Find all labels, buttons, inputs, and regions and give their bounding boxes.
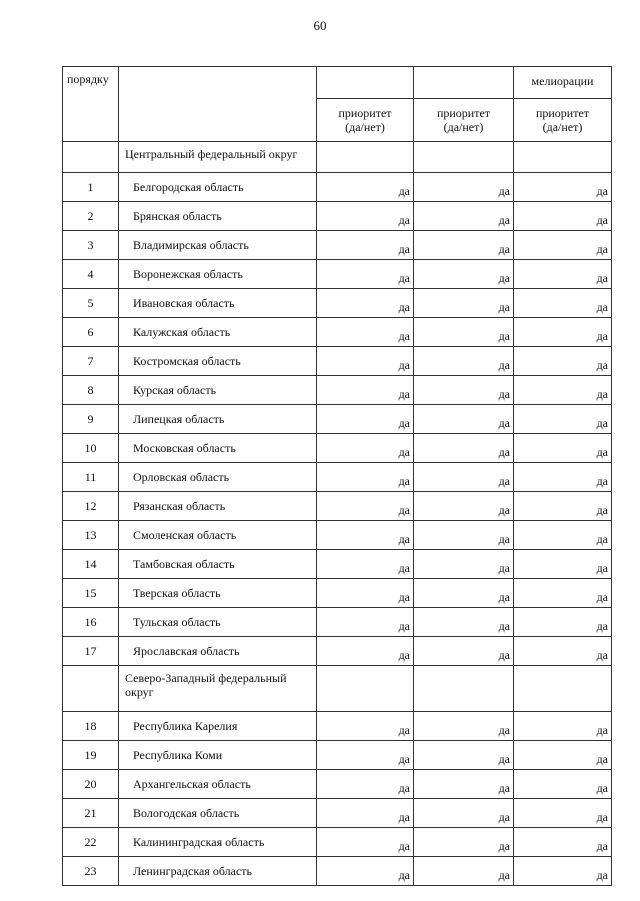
table-row <box>63 799 612 828</box>
group-col-c <box>514 666 612 712</box>
priority-value-a: да <box>317 712 414 741</box>
table-row <box>63 712 612 741</box>
table-row <box>63 828 612 857</box>
priority-value-a: да <box>317 318 414 347</box>
priority-value-b: да <box>414 741 514 770</box>
header-priority-c <box>514 99 612 142</box>
header-order-cell: порядку <box>63 67 119 142</box>
group-name-cell: Центральный федеральный округ <box>119 142 317 173</box>
region-name: Ивановская область <box>119 289 317 318</box>
region-name: Ленинградская область <box>119 857 317 886</box>
row-number: 4 <box>63 260 119 289</box>
row-number: 15 <box>63 579 119 608</box>
table-body <box>63 67 612 886</box>
region-name: Вологодская область <box>119 799 317 828</box>
row-number: 13 <box>63 521 119 550</box>
group-num-cell <box>63 666 119 712</box>
melioration-priority-value: да <box>514 799 612 828</box>
melioration-priority-value: да <box>514 770 612 799</box>
melioration-priority-value: да <box>514 231 612 260</box>
priority-value-a: да <box>317 770 414 799</box>
row-number: 17 <box>63 637 119 666</box>
table-row <box>63 770 612 799</box>
table-row <box>63 857 612 886</box>
header-col-a-top <box>317 67 414 99</box>
region-name: Республика Коми <box>119 741 317 770</box>
table-row <box>63 405 612 434</box>
table-row <box>63 173 612 202</box>
row-number: 20 <box>63 770 119 799</box>
priority-unit: (да/нет) <box>345 120 385 134</box>
region-name: Тульская область <box>119 608 317 637</box>
priority-value-b: да <box>414 770 514 799</box>
table-row <box>63 318 612 347</box>
melioration-priority-value: да <box>514 521 612 550</box>
melioration-priority-value: да <box>514 347 612 376</box>
priority-value-b: да <box>414 318 514 347</box>
melioration-priority-value: да <box>514 637 612 666</box>
row-number: 12 <box>63 492 119 521</box>
row-number: 23 <box>63 857 119 886</box>
table-row <box>63 202 612 231</box>
table-row <box>63 637 612 666</box>
row-number: 6 <box>63 318 119 347</box>
priority-value-b: да <box>414 202 514 231</box>
priority-value-a: да <box>317 521 414 550</box>
row-number: 19 <box>63 741 119 770</box>
melioration-priority-value: да <box>514 289 612 318</box>
region-name: Костромская область <box>119 347 317 376</box>
priority-value-b: да <box>414 799 514 828</box>
priority-label: приоритет <box>338 106 392 120</box>
priority-value-a: да <box>317 289 414 318</box>
group-col-b <box>414 666 514 712</box>
priority-value-b: да <box>414 376 514 405</box>
melioration-priority-value: да <box>514 173 612 202</box>
row-number: 14 <box>63 550 119 579</box>
melioration-priority-value: да <box>514 712 612 741</box>
melioration-priority-value: да <box>514 463 612 492</box>
table-row <box>63 376 612 405</box>
priority-value-b: да <box>414 579 514 608</box>
priority-value-a: да <box>317 608 414 637</box>
priority-value-a: да <box>317 579 414 608</box>
header-row-top <box>63 67 612 99</box>
region-name: Архангельская область <box>119 770 317 799</box>
region-name: Орловская область <box>119 463 317 492</box>
row-number: 11 <box>63 463 119 492</box>
region-name: Московская область <box>119 434 317 463</box>
melioration-priority-value: да <box>514 579 612 608</box>
priority-value-a: да <box>317 741 414 770</box>
header-priority-b <box>414 99 514 142</box>
region-name: Тверская область <box>119 579 317 608</box>
region-name: Калининградская область <box>119 828 317 857</box>
header-name-cell <box>119 67 317 142</box>
table-row <box>63 608 612 637</box>
row-number: 16 <box>63 608 119 637</box>
region-name: Курская область <box>119 376 317 405</box>
priority-value-a: да <box>317 492 414 521</box>
table-row <box>63 463 612 492</box>
region-name: Липецкая область <box>119 405 317 434</box>
row-number: 2 <box>63 202 119 231</box>
table-row <box>63 741 612 770</box>
group-num-cell <box>63 142 119 173</box>
melioration-priority-value: да <box>514 608 612 637</box>
group-row <box>63 142 612 173</box>
region-name: Владимирская область <box>119 231 317 260</box>
priority-value-b: да <box>414 347 514 376</box>
header-melioration-cell: мелиорации <box>514 67 612 99</box>
priority-value-b: да <box>414 521 514 550</box>
melioration-priority-value: да <box>514 550 612 579</box>
region-name: Тамбовская область <box>119 550 317 579</box>
table-row <box>63 347 612 376</box>
priority-unit: (да/нет) <box>443 120 484 134</box>
melioration-priority-value: да <box>514 260 612 289</box>
table-row <box>63 231 612 260</box>
row-number: 7 <box>63 347 119 376</box>
priority-value-a: да <box>317 405 414 434</box>
table-row <box>63 521 612 550</box>
table-row <box>63 579 612 608</box>
priority-value-a: да <box>317 260 414 289</box>
priority-value-b: да <box>414 289 514 318</box>
priority-value-a: да <box>317 828 414 857</box>
priority-value-b: да <box>414 550 514 579</box>
row-number: 1 <box>63 173 119 202</box>
priority-value-a: да <box>317 202 414 231</box>
group-col-c <box>514 142 612 173</box>
row-number: 21 <box>63 799 119 828</box>
table-row <box>63 550 612 579</box>
row-number: 9 <box>63 405 119 434</box>
priority-value-b: да <box>414 405 514 434</box>
region-name: Рязанская область <box>119 492 317 521</box>
priority-value-b: да <box>414 492 514 521</box>
region-name: Белгородская область <box>119 173 317 202</box>
regions-table <box>62 66 612 886</box>
melioration-priority-value: да <box>514 434 612 463</box>
priority-value-a: да <box>317 637 414 666</box>
melioration-priority-value: да <box>514 318 612 347</box>
priority-label: приоритет <box>436 106 491 120</box>
priority-value-b: да <box>414 608 514 637</box>
priority-value-a: да <box>317 550 414 579</box>
priority-value-a: да <box>317 347 414 376</box>
priority-value-b: да <box>414 712 514 741</box>
melioration-priority-value: да <box>514 492 612 521</box>
region-name: Ярославская область <box>119 637 317 666</box>
region-name: Смоленская область <box>119 521 317 550</box>
priority-label: приоритет <box>535 106 590 120</box>
table-row <box>63 434 612 463</box>
priority-value-a: да <box>317 376 414 405</box>
priority-unit: (да/нет) <box>542 120 583 134</box>
melioration-priority-value: да <box>514 857 612 886</box>
region-name: Калужская область <box>119 318 317 347</box>
table-row <box>63 492 612 521</box>
region-name: Брянская область <box>119 202 317 231</box>
melioration-priority-value: да <box>514 405 612 434</box>
page-number: 60 <box>313 18 327 33</box>
priority-value-b: да <box>414 857 514 886</box>
melioration-priority-value: да <box>514 376 612 405</box>
priority-value-a: да <box>317 857 414 886</box>
group-col-b <box>414 142 514 173</box>
row-number: 22 <box>63 828 119 857</box>
row-number: 10 <box>63 434 119 463</box>
table-row <box>63 289 612 318</box>
priority-value-b: да <box>414 231 514 260</box>
melioration-priority-value: да <box>514 741 612 770</box>
group-col-a <box>317 666 414 712</box>
region-name: Республика Карелия <box>119 712 317 741</box>
priority-value-a: да <box>317 173 414 202</box>
priority-value-a: да <box>317 231 414 260</box>
region-name: Воронежская область <box>119 260 317 289</box>
group-row <box>63 666 612 712</box>
priority-value-b: да <box>414 434 514 463</box>
row-number: 8 <box>63 376 119 405</box>
group-name-cell: Северо-Западный федеральный округ <box>119 666 317 712</box>
priority-value-a: да <box>317 463 414 492</box>
table-row <box>63 260 612 289</box>
melioration-priority-value: да <box>514 202 612 231</box>
priority-value-b: да <box>414 463 514 492</box>
priority-value-a: да <box>317 799 414 828</box>
row-number: 5 <box>63 289 119 318</box>
row-number: 18 <box>63 712 119 741</box>
group-col-a <box>317 142 414 173</box>
priority-value-b: да <box>414 173 514 202</box>
priority-value-b: да <box>414 828 514 857</box>
priority-value-b: да <box>414 637 514 666</box>
priority-value-b: да <box>414 260 514 289</box>
melioration-priority-value: да <box>514 828 612 857</box>
header-priority-a <box>317 99 414 142</box>
priority-value-a: да <box>317 434 414 463</box>
header-col-b-top <box>414 67 514 99</box>
row-number: 3 <box>63 231 119 260</box>
